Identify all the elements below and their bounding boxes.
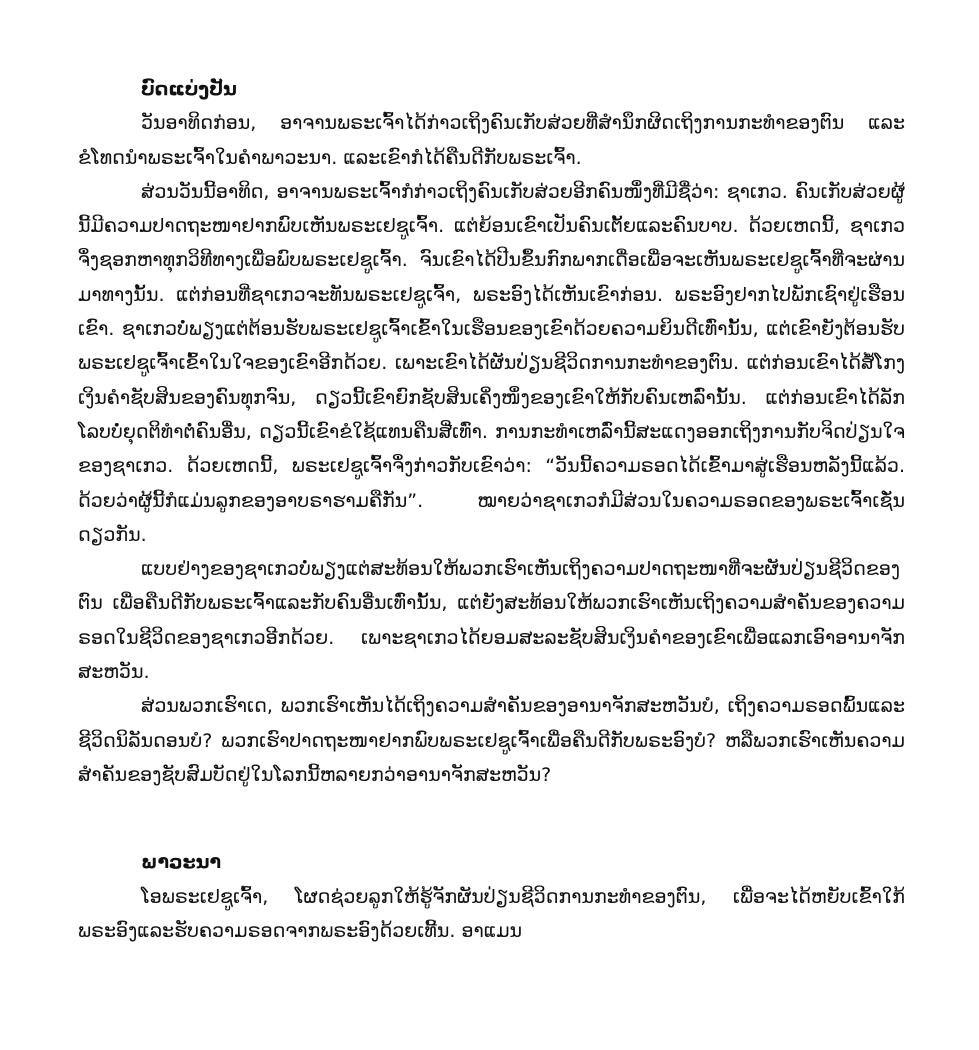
sermon-paragraph-1: ວັນອາທິດກ່ອນ, ອາຈານພຣະເຈົ້າໄດ້ກ່າວເຖິງຄົນເກັບສ່ວຍທີ່ສຳນຶກຜິດເຖິງການກະທຳຂອງຕົນ ແລະຂໍໂທດນຳພຣະເຈົ້າໃນຄຳພາວະນາ. ແລະເຂົາກໍໄດ້ຄືນດີກັບພຣະເຈົ້າ. — [78, 112, 905, 169]
sermon-paragraph-3: ແບບຢ່າງຂອງຊາເກວບໍ່ພຽງແຕ່ສະທ້ອນໃຫ້ພວກເຮົາເຫັນເຖິງຄວາມປາດຖະໜາທີ່ຈະຜັນປ່ຽນຊີວິດຂອງຕົນ ເພື່ອຄືນດີກັບພຣະເຈົ້າແລະກັບຄົນອື່ນເທົ່ານັ້ນ, ແຕ່ຍັງສະທ້ອນໃຫ້ພວກເຮົາເຫັນເຖິງຄວາມສຳຄັນຂອງຄວາມຣອດໃນຊີວິດຂອງຊາເກວອີກດ້ວຍ. ເພາະຊາເກວໄດ້ຍອມສະລະຊັບສິນເງິນຄຳຂອງເຂົາເພື່ອແລກເອົາອານາຈັກສະຫວັນ. — [78, 558, 905, 684]
sermon-paragraph-2: ສ່ວນວັນນີ້ອາທິດ, ອາຈານພຣະເຈົ້າກໍກ່າວເຖິງຄົນເກັບສ່ວຍອີກຄົນໜຶ່ງທີ່ມີຊື່ວ່າ: ຊາເກວ. ຄົນເກັບສ່ວຍຜູ້ນີ້ມີຄວາມປາດຖະໜາຢາກພົບເຫັນພຣະເຢຊູເຈົ້າ. ແຕ່ຍ້ອນເຂົາເປັນຄົນເຕັ້ຍແລະຄົນບາບ. ດ້ວຍເຫດນີ້, ຊາເກວຈຶ່ງຊອກຫາທຸກວິທີທາງເພື່ອພົບພຣະເຢຊູເຈົ້າ. ຈົນເຂົາໄດ້ປີນຂຶ້ນກົກພາກເດື່ອເພື່ອຈະເຫັນພຣະເຢຊູເຈົ້າທີ່ຈະຜ່ານມາທາງນັ້ນ. ແຕ່ກ່ອນທີ່ຊາເກວຈະທັນພຣະເຢຊູເຈົ້າ, ພຣະອົງໄດ້ເຫັນເຂົາກ່ອນ. ພຣະອົງຢາກໄປພັກເຊົາຢູ່ເຮືອນເຂົາ. ຊາເກວບໍ່ພຽງແຕ່ຕ້ອນຮັບພຣະເຢຊູເຈົ້າເຂົ້າໃນເຮືອນຂອງເຂົາດ້ວຍຄວາມຍິນດີເທົ່ານັ້ນ, ແຕ່ເຂົາຍັງຕ້ອນຮັບພຣະເຢຊູເຈົ້າເຂົ້າໃນໃຈຂອງເຂົາອີກດ້ວຍ. ເພາະເຂົາໄດ້ຜັນປ່ຽນຊີວິດການກະທຳຂອງຕົນ. ແຕ່ກ່ອນເຂົາໄດ້ສໍ້ໂກງເງິນຄຳຊັບສິນຂອງຄົນທຸກຈົນ, ດຽວນີ້ເຂົາຍົກຊັບສິນເຄິ່ງໜຶ່ງຂອງເຂົາໃຫ້ກັບຄົນເຫລົ່ານັ້ນ. ແຕ່ກ່ອນເຂົາໄດ້ລັກໂລບບໍ່ຍຸດຕິທຳຕໍ່ຄົນອື່ນ, ດຽວນີ້ເຂົາຂໍໃຊ້ແທນຄືນສີ່ເທົ່າ. ການກະທຳເຫລົ່ານີ້ສະແດງອອກເຖິງການກັບຈິດປ່ຽນໃຈຂອງຊາເກວ. ດ້ວຍເຫດນີ້, ພຣະເຢຊູເຈົ້າຈຶ່ງກ່າວກັບເຂົາວ່າ: “ວັນນີ້ຄວາມຣອດໄດ້ເຂົ້າມາສູ່ເຮືອນຫລັງນີ້ແລ້ວ. ດ້ວຍວ່າຜູ້ນີ້ກໍແມ່ນລູກຂອງອາບຣາຮາມຄືກັນ”. ໝາຍວ່າຊາເກວກໍມີສ່ວນໃນຄວາມຣອດຂອງພຣະເຈົ້າເຊັ່ນດຽວກັນ. — [78, 180, 905, 546]
prayer-heading: ພາວະນາ — [141, 851, 222, 874]
section-gap — [78, 792, 905, 845]
sermon-section — [78, 72, 905, 792]
prayer-paragraph: ໂອພຣະເຢຊູເຈົ້າ, ໂຜດຊ່ວຍລູກໃຫ້ຮູ້ຈັກຜັນປ່ຽນຊີວິດການກະທຳຂອງຕົນ, ເພື່ອຈະໄດ້ຫຍັບເຂົ້າໃກ້ພຣະອົງແລະຮັບຄວາມຣອດຈາກພຣະອົງດ້ວຍເທີ້ນ. ອາແມນ — [78, 885, 905, 942]
sermon-heading: ບົດແບ່ງປັນ — [141, 78, 237, 100]
sermon-paragraph-4: ສ່ວນພວກເຮົາເດ, ພວກເຮົາເຫັນໄດ້ເຖິງຄວາມສຳຄັນຂອງອານາຈັກສະຫວັນບໍ, ເຖິງຄວາມຣອດພົ້ນແລະຊີວິດນິລັນດອນບໍ? ພວກເຮົາປາດຖະໜາຢາກພົບພຣະເຢຊູເຈົ້າເພື່ອຄືນດີກັບພຣະອົງບໍ? ຫລືພວກເຮົາເຫັນຄວາມສຳຄັນຂອງຊັບສົມບັດຢູ່ໃນໂລກນີ້ຫລາຍກວ່າອານາຈັກສະຫວັນ? — [78, 695, 905, 786]
prayer-section — [78, 845, 905, 948]
